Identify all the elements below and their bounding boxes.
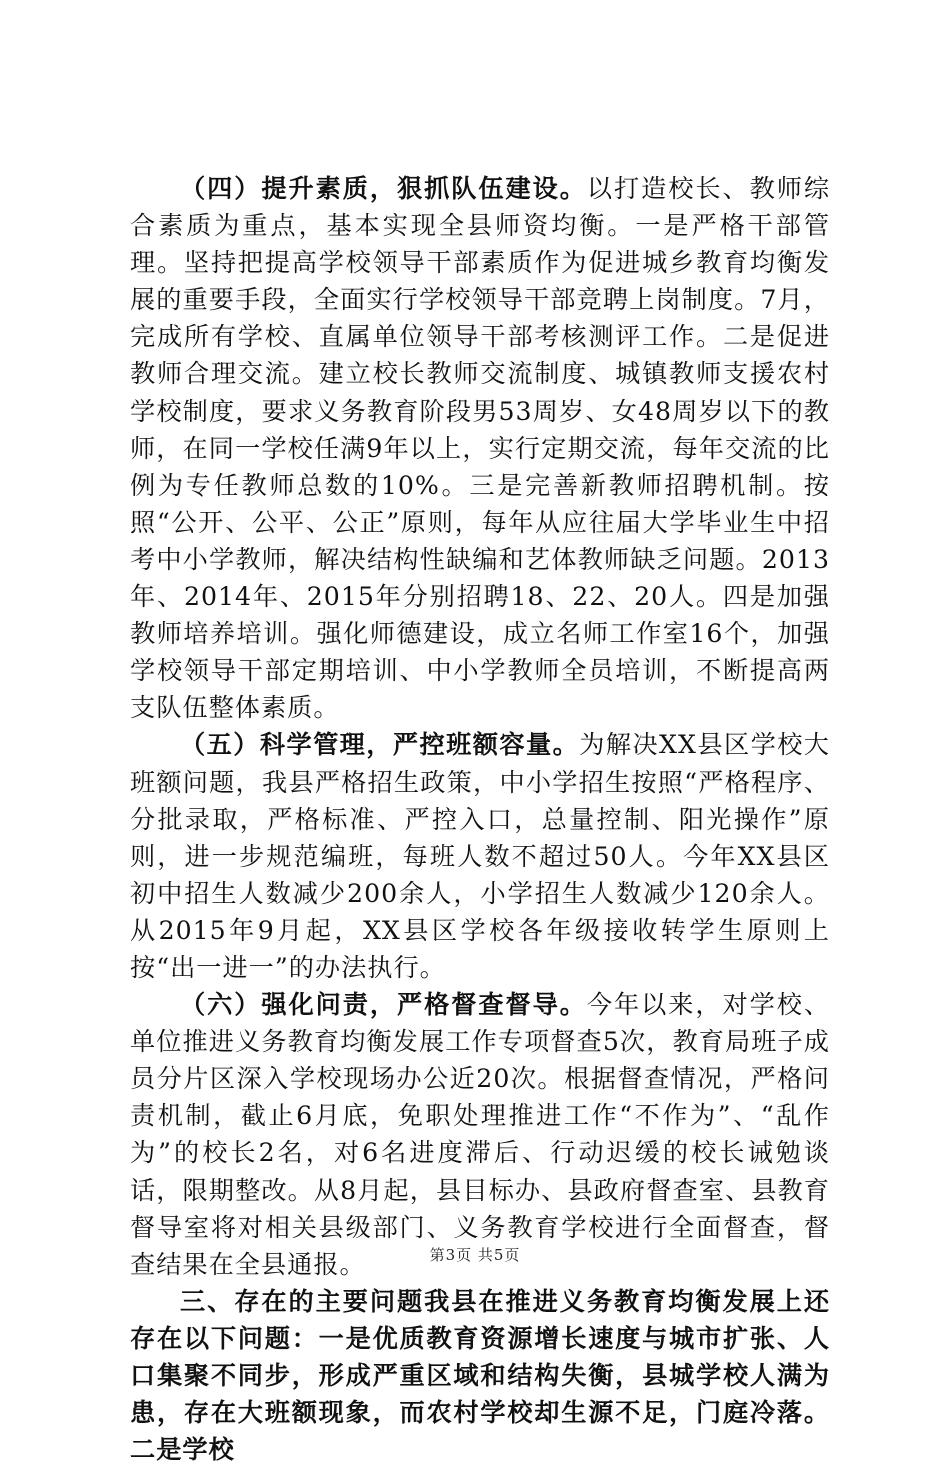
page-number: 第3页 共5页	[429, 1246, 521, 1264]
page-footer	[0, 1244, 950, 1265]
paragraph-heading: （六）强化问责，严格督查督导。	[180, 989, 587, 1020]
paragraph-teacher-quality	[130, 170, 830, 726]
paragraph-supervision	[130, 986, 830, 1283]
paragraph-text: 为解决XX县区学校大班额问题，我县严格招生政策，中小学招生按照“严格程序、分批录取，严格标准、严控入口，总量控制、阳光操作”原则，进一步规范编班，每班人数不超过50人。今年XX县区初中招生人数减少200余人，小学招生人数减少120余人。从2015年9月起，XX县区学校各年级接收转学生原则上按“出一进一”的办法执行。	[130, 730, 830, 982]
paragraph-main-problems	[130, 1283, 830, 1468]
paragraph-heading: （五）科学管理，严控班额容量。	[180, 729, 580, 760]
paragraph-text: 以打造校长、教师综合素质为重点，基本实现全县师资均衡。一是严格干部管理。坚持把提高学校领导干部素质作为促进城乡教育均衡发展的重要手段，全面实行学校领导干部竞聘上岗制度。7月，完成所有学校、直属单位领导干部考核测评工作。二是促进教师合理交流。建立校长教师交流制度、城镇教师支援农村学校制度，要求义务教育阶段男53周岁、女48周岁以下的教师，在同一学校任满9年以上，实行定期交流，每年交流的比例为专任教师总数的10%。三是完善新教师招聘机制。按照“公开、公平、公正”原则，每年从应往届大学毕业生中招考中小学教师，解决结构性缺编和艺体教师缺乏问题。2013年、2014年、2015年分别招聘18、22、20人。四是加强教师培养培训。强化师德建设，成立名师工作室16个，加强学校领导干部定期培训、中小学教师全员培训，不断提高两支队伍整体素质。	[130, 174, 831, 723]
document-body	[130, 170, 830, 1468]
paragraph-heading: （四）提升素质，狠抓队伍建设。	[180, 173, 587, 203]
paragraph-class-size	[130, 726, 830, 986]
paragraph-text: 三、存在的主要问题我县在推进义务教育均衡发展上还存在以下问题：一是优质教育资源增长速度与城市扩张、人口集聚不同步，形成严重区域和结构失衡，县城学校人满为患，存在大班额现象，而农村学校却生源不足，门庭冷落。二是学校	[130, 1285, 830, 1465]
paragraph-text: 今年以来，对学校、单位推进义务教育均衡发展工作专项督查5次，教育局班子成员分片区深入学校现场办公近20次。根据督查情况，严格问责机制，截止6月底，免职处理推进工作“不作为”、“乱作为”的校长2名，对6名进度滞后、行动迟缓的校长诫勉谈话，限期整改。从8月起，县目标办、县政府督查室、县教育督导室将对相关县级部门、义务教育学校进行全面督查，督查结果在全县通报。	[130, 990, 831, 1279]
